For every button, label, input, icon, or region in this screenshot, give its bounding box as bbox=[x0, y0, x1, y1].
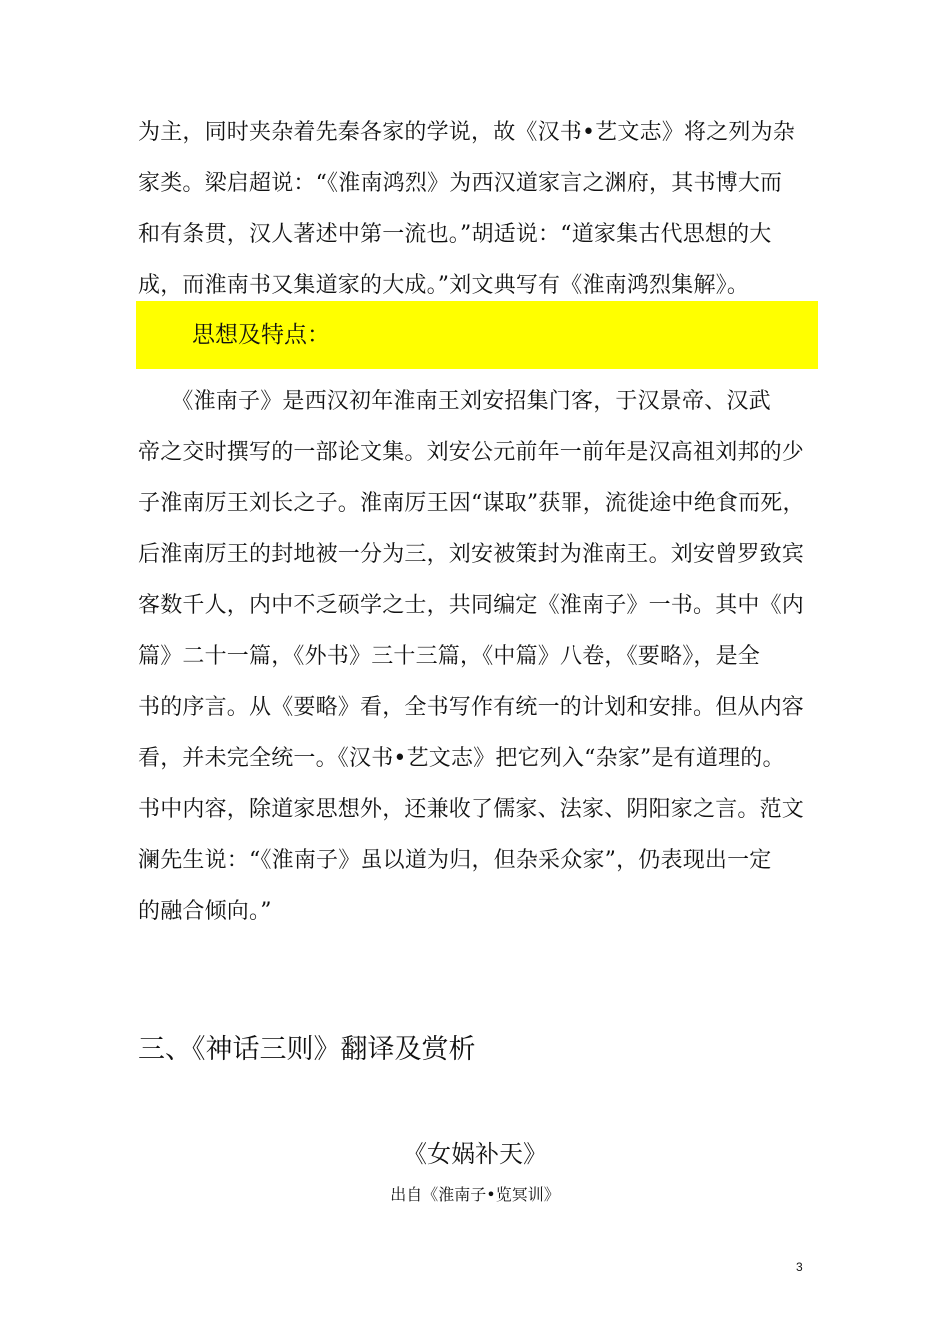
highlighted-heading: 思想及特点： bbox=[192, 322, 330, 348]
text-line: 篇》二十一篇，《外书》三十三篇，《中篇》八卷，《要略》，是全 bbox=[138, 644, 761, 669]
text-line: 书的序言。从《要略》看，全书写作有统一的计划和安排。但从内容 bbox=[138, 695, 805, 720]
text-line: 和有条贯，汉人著述中第一流也。”胡适说：“道家集古代思想的大 bbox=[138, 222, 772, 247]
page-number: 3 bbox=[796, 1260, 803, 1274]
story-source: 出自《淮南子•览冥训》 bbox=[390, 1185, 560, 1204]
text-line: 客数千人，内中不乏硕学之士，共同编定《淮南子》一书。其中《内 bbox=[138, 593, 805, 618]
text-line: 的融合倾向。” bbox=[138, 899, 272, 924]
paragraph-intro bbox=[138, 107, 828, 311]
text-line: 家类。梁启超说：“《淮南鸿烈》为西汉道家言之渊府，其书博大而 bbox=[138, 171, 783, 196]
text-line: 子淮南厉王刘长之子。淮南厉王因“谋取”获罪，流徙途中绝食而死， bbox=[138, 491, 805, 516]
text-line: 成，而淮南书又集道家的大成。”刘文典写有《淮南鸿烈集解》。 bbox=[138, 273, 750, 298]
text-line: 后淮南厉王的封地被一分为三，刘安被策封为淮南王。刘安曾罗致宾 bbox=[138, 542, 805, 567]
section-heading: 三、《神话三则》翻译及赏析 bbox=[138, 1034, 476, 1065]
story-title: 《女娲补天》 bbox=[403, 1140, 547, 1168]
text-line: 为主，同时夹杂着先秦各家的学说，故《汉书•艺文志》将之列为杂 bbox=[138, 120, 795, 145]
text-line: 看，并未完全统一。《汉书•艺文志》把它列入“杂家”是有道理的。 bbox=[138, 746, 785, 771]
text-line: 澜先生说：“《淮南子》虽以道为归，但杂采众家”，仍表现出一定 bbox=[138, 848, 772, 873]
paragraph-thought-features bbox=[138, 376, 828, 937]
text-line: 《淮南子》是西汉初年淮南王刘安招集门客，于汉景帝、汉武 bbox=[138, 389, 771, 414]
text-line: 书中内容，除道家思想外，还兼收了儒家、法家、阴阳家之言。范文 bbox=[138, 797, 805, 822]
text-line: 帝之交时撰写的一部论文集。刘安公元前年一前年是汉高祖刘邦的少 bbox=[138, 440, 805, 465]
